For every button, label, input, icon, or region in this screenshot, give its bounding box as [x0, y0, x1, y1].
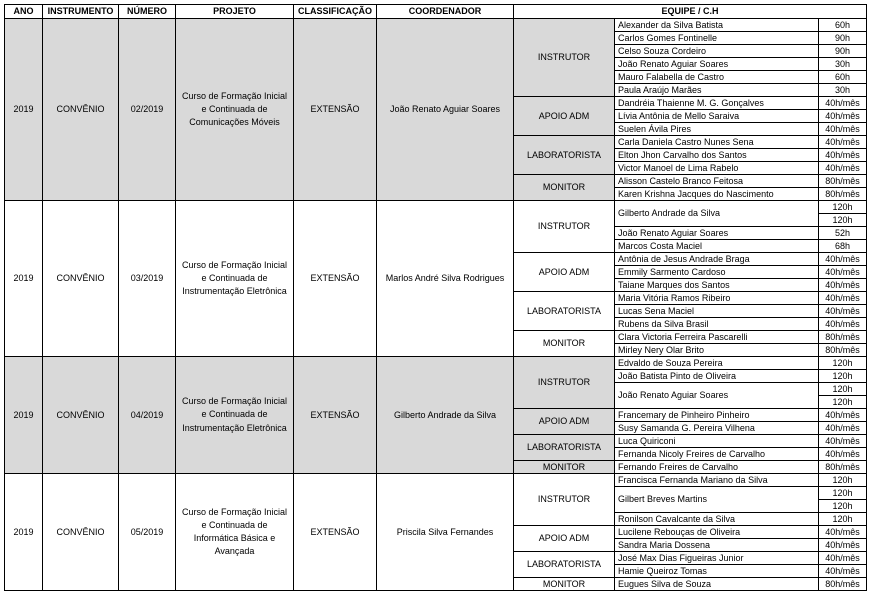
member-hours: 120h	[819, 500, 867, 513]
member-name: Eugues Silva de Souza	[615, 578, 819, 591]
project-year: 2019	[5, 201, 43, 357]
member-name: Maria Vitória Ramos Ribeiro	[615, 292, 819, 305]
col-header-coordenador: COORDENADOR	[377, 5, 514, 19]
member-hours: 120h	[819, 513, 867, 526]
member-name: Victor Manoel de Lima Rabelo	[615, 162, 819, 175]
member-hours: 40h/mês	[819, 526, 867, 539]
member-name: Carla Daniela Castro Nunes Sena	[615, 136, 819, 149]
member-name: Edvaldo de Souza Pereira	[615, 357, 819, 370]
project-block	[5, 474, 867, 591]
table-row	[5, 201, 867, 214]
team-role: APOIO ADM	[514, 409, 615, 435]
projects-table	[4, 4, 867, 591]
member-name: Marcos Costa Maciel	[615, 240, 819, 253]
member-name: Luca Quiriconi	[615, 435, 819, 448]
member-name: Francisca Fernanda Mariano da Silva	[615, 474, 819, 487]
member-name: Carlos Gomes Fontinelle	[615, 32, 819, 45]
member-name: Emmily Sarmento Cardoso	[615, 266, 819, 279]
team-role: INSTRUTOR	[514, 19, 615, 97]
member-hours: 40h/mês	[819, 539, 867, 552]
member-hours: 120h	[819, 357, 867, 370]
member-name: Antônia de Jesus Andrade Braga	[615, 253, 819, 266]
project-number: 04/2019	[119, 357, 176, 474]
project-block	[5, 357, 867, 474]
project-number: 03/2019	[119, 201, 176, 357]
member-name: Fernanda Nicoly Freires de Carvalho	[615, 448, 819, 461]
member-hours: 40h/mês	[819, 123, 867, 136]
member-hours: 40h/mês	[819, 136, 867, 149]
member-name: Lucas Sena Maciel	[615, 305, 819, 318]
member-name: Fernando Freires de Carvalho	[615, 461, 819, 474]
member-hours: 40h/mês	[819, 422, 867, 435]
member-hours: 30h	[819, 84, 867, 97]
team-role: LABORATORISTA	[514, 552, 615, 578]
member-hours: 120h	[819, 474, 867, 487]
member-name: Susy Samanda G. Pereira Vilhena	[615, 422, 819, 435]
member-hours: 68h	[819, 240, 867, 253]
team-role: INSTRUTOR	[514, 474, 615, 526]
member-name: Rubens da Silva Brasil	[615, 318, 819, 331]
member-name: João Renato Aguiar Soares	[615, 383, 819, 409]
member-name: Elton Jhon Carvalho dos Santos	[615, 149, 819, 162]
project-classification: EXTENSÃO	[294, 201, 377, 357]
project-instrument: CONVÊNIO	[43, 474, 119, 591]
project-instrument: CONVÊNIO	[43, 201, 119, 357]
team-role: MONITOR	[514, 578, 615, 591]
member-hours: 40h/mês	[819, 565, 867, 578]
member-name: Celso Souza Cordeiro	[615, 45, 819, 58]
member-hours: 80h/mês	[819, 461, 867, 474]
project-year: 2019	[5, 357, 43, 474]
member-hours: 40h/mês	[819, 292, 867, 305]
member-hours: 40h/mês	[819, 162, 867, 175]
member-hours: 40h/mês	[819, 435, 867, 448]
member-hours: 40h/mês	[819, 318, 867, 331]
project-title: Curso de Formação Inicial e Continuada de Instrumentação Eletrônica	[176, 357, 294, 474]
member-name: João Batista Pinto de Oliveira	[615, 370, 819, 383]
project-number: 02/2019	[119, 19, 176, 201]
member-hours: 80h/mês	[819, 578, 867, 591]
member-name: Mirley Nery Olar Brito	[615, 344, 819, 357]
member-name: João Renato Aguiar Soares	[615, 58, 819, 71]
member-name: José Max Dias Figueiras Junior	[615, 552, 819, 565]
member-name: Clara Victoria Ferreira Pascarelli	[615, 331, 819, 344]
team-role: MONITOR	[514, 331, 615, 357]
member-name: Alexander da Silva Batista	[615, 19, 819, 32]
member-name: Francemary de Pinheiro Pinheiro	[615, 409, 819, 422]
member-hours: 90h	[819, 32, 867, 45]
member-name: Dandréia Thaienne M. G. Gonçalves	[615, 97, 819, 110]
table-row	[5, 357, 867, 370]
team-role: MONITOR	[514, 175, 615, 201]
member-name: João Renato Aguiar Soares	[615, 227, 819, 240]
member-hours: 80h/mês	[819, 188, 867, 201]
member-name: Suelen Ávila Pires	[615, 123, 819, 136]
member-hours: 60h	[819, 71, 867, 84]
project-block	[5, 201, 867, 357]
project-block	[5, 19, 867, 201]
team-role: APOIO ADM	[514, 526, 615, 552]
member-name: Alisson Castelo Branco Feitosa	[615, 175, 819, 188]
member-hours: 40h/mês	[819, 409, 867, 422]
table-row	[5, 19, 867, 32]
member-hours: 120h	[819, 214, 867, 227]
member-hours: 40h/mês	[819, 266, 867, 279]
member-hours: 40h/mês	[819, 253, 867, 266]
header-row	[5, 5, 867, 19]
member-hours: 52h	[819, 227, 867, 240]
member-name: Paula Araújo Marães	[615, 84, 819, 97]
project-year: 2019	[5, 474, 43, 591]
col-header-instrumento: INSTRUMENTO	[43, 5, 119, 19]
team-role: MONITOR	[514, 461, 615, 474]
team-role: LABORATORISTA	[514, 435, 615, 461]
member-name: Lívia Antônia de Mello Saraiva	[615, 110, 819, 123]
project-coordinator: Marlos André Silva Rodrigues	[377, 201, 514, 357]
member-hours: 120h	[819, 383, 867, 396]
project-classification: EXTENSÃO	[294, 474, 377, 591]
team-role: LABORATORISTA	[514, 136, 615, 175]
member-name: Gilbert Breves Martins	[615, 487, 819, 513]
team-role: LABORATORISTA	[514, 292, 615, 331]
member-hours: 40h/mês	[819, 110, 867, 123]
member-hours: 120h	[819, 487, 867, 500]
project-instrument: CONVÊNIO	[43, 357, 119, 474]
col-header-equipe: EQUIPE / C.H	[514, 5, 867, 19]
col-header-projeto: PROJETO	[176, 5, 294, 19]
member-hours: 80h/mês	[819, 344, 867, 357]
member-hours: 40h/mês	[819, 149, 867, 162]
project-classification: EXTENSÃO	[294, 357, 377, 474]
member-name: Gilberto Andrade da Silva	[615, 201, 819, 227]
member-hours: 120h	[819, 370, 867, 383]
table-row	[5, 474, 867, 487]
member-hours: 30h	[819, 58, 867, 71]
project-instrument: CONVÊNIO	[43, 19, 119, 201]
member-hours: 80h/mês	[819, 175, 867, 188]
member-hours: 120h	[819, 201, 867, 214]
project-coordinator: Priscila Silva Fernandes	[377, 474, 514, 591]
project-title: Curso de Formação Inicial e Continuada de Instrumentação Eletrônica	[176, 201, 294, 357]
team-role: APOIO ADM	[514, 253, 615, 292]
project-coordinator: Gilberto Andrade da Silva	[377, 357, 514, 474]
col-header-numero: NÚMERO	[119, 5, 176, 19]
member-hours: 40h/mês	[819, 279, 867, 292]
project-year: 2019	[5, 19, 43, 201]
project-classification: EXTENSÃO	[294, 19, 377, 201]
member-hours: 40h/mês	[819, 448, 867, 461]
member-hours: 80h/mês	[819, 331, 867, 344]
member-name: Mauro Falabella de Castro	[615, 71, 819, 84]
member-name: Hamie Queiroz Tomas	[615, 565, 819, 578]
col-header-ano: ANO	[5, 5, 43, 19]
member-name: Taiane Marques dos Santos	[615, 279, 819, 292]
project-coordinator: João Renato Aguiar Soares	[377, 19, 514, 201]
member-hours: 60h	[819, 19, 867, 32]
member-hours: 90h	[819, 45, 867, 58]
member-hours: 40h/mês	[819, 97, 867, 110]
team-role: INSTRUTOR	[514, 201, 615, 253]
member-name: Lucilene Rebouças de Oliveira	[615, 526, 819, 539]
project-title: Curso de Formação Inicial e Continuada de Informática Básica e Avançada	[176, 474, 294, 591]
member-name: Ronilson Cavalcante da Silva	[615, 513, 819, 526]
team-role: INSTRUTOR	[514, 357, 615, 409]
member-name: Sandra Maria Dossena	[615, 539, 819, 552]
col-header-classificacao: CLASSIFICAÇÃO	[294, 5, 377, 19]
team-role: APOIO ADM	[514, 97, 615, 136]
member-hours: 120h	[819, 396, 867, 409]
member-hours: 40h/mês	[819, 305, 867, 318]
project-number: 05/2019	[119, 474, 176, 591]
member-hours: 40h/mês	[819, 552, 867, 565]
member-name: Karen Krishna Jacques do Nascimento	[615, 188, 819, 201]
project-title: Curso de Formação Inicial e Continuada de Comunicações Móveis	[176, 19, 294, 201]
